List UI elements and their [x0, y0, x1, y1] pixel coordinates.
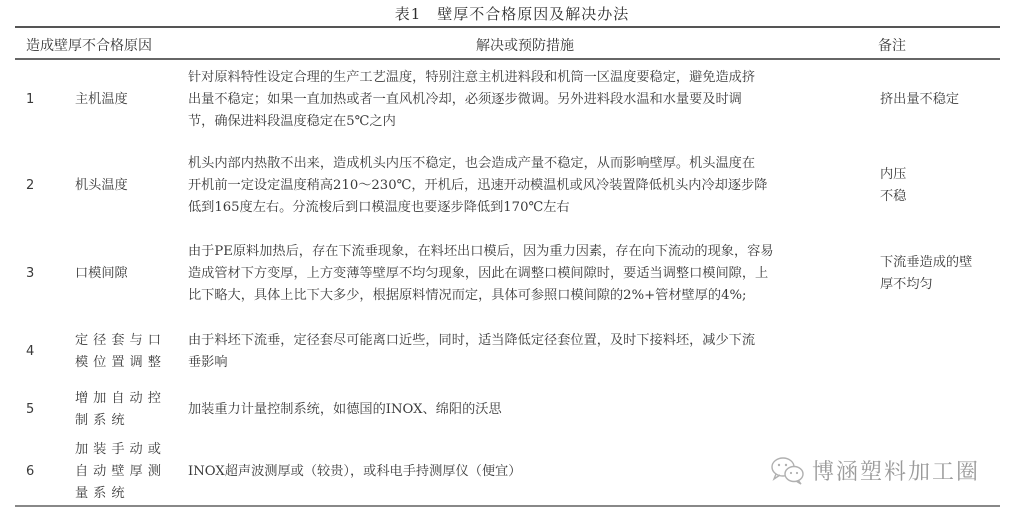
note-line: 挤出量不稳定: [880, 92, 960, 107]
header-solution: 解决或预防措施: [476, 38, 574, 54]
header-note: 备注: [878, 38, 906, 54]
reason-line: 增加自动控: [75, 391, 166, 406]
row-reason: 口模间隙: [75, 266, 128, 281]
table-bottom-rule: [15, 505, 1000, 507]
table-top-rule: [15, 26, 1000, 28]
reason-line: 模位置调整: [75, 355, 166, 370]
solution-line: 节，确保进料段温度稳定在5℃之内: [188, 114, 396, 129]
row-solution: [188, 399, 860, 421]
note-line: 内压: [880, 167, 907, 182]
row-reason: [75, 388, 185, 432]
solution-line: 比下略大，具体上比下大多少，根据原料情况而定，具体可参照口模间隙的2%+管材壁厚的4%;: [188, 288, 747, 303]
reason-line: 量系统: [75, 486, 130, 501]
row-index: 6: [26, 464, 35, 479]
row-solution: [188, 461, 860, 483]
header-bottom-rule: [15, 58, 1000, 60]
row-index: 3: [26, 266, 35, 281]
solution-line: 加装重力计量控制系统，如德国的INOX、绵阳的沃思: [188, 402, 502, 417]
row-index: 2: [26, 178, 35, 193]
row-index: 4: [26, 344, 35, 359]
row-note: [880, 252, 998, 296]
note-line: 不稳: [880, 189, 907, 204]
table-title: 表1 壁厚不合格原因及解决办法: [394, 5, 630, 23]
solution-line: 由于料坯下流垂，定径套尽可能离口近些，同时，适当降低定径套位置，及时下接料坯，减少下流: [188, 333, 756, 348]
solution-line: 机头内部内热散不出来，造成机头内压不稳定，也会造成产量不稳定，从而影响壁厚。机头温度在: [188, 156, 756, 171]
solution-line: 垂影响: [188, 355, 228, 370]
row-solution: [188, 330, 860, 374]
reason-line: 制系统: [75, 413, 130, 428]
watermark: [770, 455, 980, 486]
row-index: 1: [26, 92, 35, 107]
row-reason: 主机温度: [75, 92, 128, 107]
row-solution: [188, 153, 860, 219]
reason-line: 定径套与口: [75, 333, 166, 348]
row-solution: [188, 241, 860, 307]
solution-line: 低到165度左右。分流梭后到口模温度也要逐步降低到170℃左右: [188, 200, 570, 215]
watermark-text: 博涵塑料加工圈: [812, 460, 981, 485]
header-reason: 造成壁厚不合格原因: [26, 38, 152, 54]
note-line: 下流垂造成的壁: [880, 255, 973, 270]
solution-line: 由于PE原料加热后，存在下流垂现象，在料坯出口模后，因为重力因素，存在向下流动的现象，容易: [188, 244, 774, 259]
row-note: [880, 89, 998, 111]
wechat-icon: [770, 456, 806, 486]
reason-line: 加装手动或: [75, 442, 166, 457]
row-reason: 机头温度: [75, 178, 128, 193]
reason-line: 自动壁厚测: [75, 464, 166, 479]
note-line: 厚不均匀: [880, 277, 933, 292]
solution-line: 出量不稳定；如果一直加热或者一直风机冷却，必须逐步微调。另外进料段水温和水量要及时调: [188, 92, 742, 107]
solution-line: 造成管材下方变厚，上方变薄等壁厚不均匀现象，因此在调整口模间隙时，要适当调整口模间隙，上: [188, 266, 769, 281]
solution-line: 针对原料特性设定合理的生产工艺温度，特别注意主机进料段和机筒一区温度要稳定，避免造成挤: [188, 70, 756, 85]
row-note: [880, 164, 998, 208]
row-reason: [75, 439, 185, 505]
solution-line: 开机前一定设定温度稍高210～230℃，开机后，迅速开动模温机或风冷装置降低机头内冷却逐步降: [188, 178, 768, 193]
solution-line: INOX超声波测厚或（较贵），或科电手持测厚仪（便宜）: [188, 464, 522, 479]
row-solution: [188, 67, 860, 133]
row-index: 5: [26, 402, 35, 417]
row-reason: [75, 330, 185, 374]
